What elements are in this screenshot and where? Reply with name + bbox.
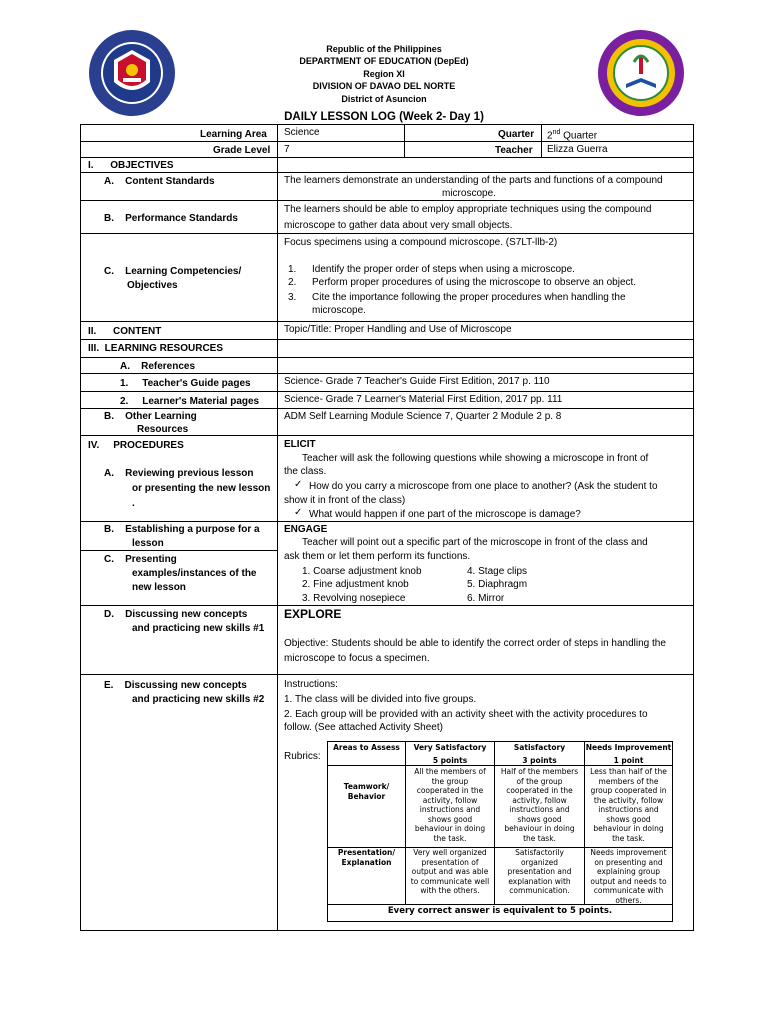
teacher-value: Elizza Guerra <box>547 144 608 155</box>
references-label: A. References <box>120 361 196 372</box>
microscope-part: 4. Stage clips <box>467 566 528 577</box>
procedure-a-label: A. Reviewing previous lesson <box>104 468 254 479</box>
teachers-guide-value: Science- Grade 7 Teacher's Guide First Edition, 2017 p. 110 <box>284 376 550 387</box>
procedure-c-label: C. Presenting <box>104 554 177 565</box>
objective-item-3-num: 3. <box>288 292 297 303</box>
objective-item-2: Perform proper procedures of using the microscope to observe an object. <box>312 277 637 288</box>
instructions-title: Instructions: <box>284 679 338 690</box>
explore-title: EXPLORE <box>284 607 342 621</box>
rubric-points: 1 point <box>613 756 644 765</box>
procedure-d-label: D. Discussing new concepts <box>104 609 248 620</box>
instruction-2: 2. Each group will be provided with an activity sheet with the activity procedures to <box>284 709 648 720</box>
engage-title: ENGAGE <box>284 524 328 535</box>
grade-level-label: Grade Level <box>213 145 271 156</box>
microscope-part: 5. Diaphragm <box>467 579 528 590</box>
rubric-cell: Less than half of the members of the group cooperated in the activity, follow instructions and shows good behaviour in doing the task. <box>590 767 667 843</box>
engage-line1: Teacher will point out a specific part of the microscope in front of the class and <box>302 537 648 548</box>
quarter-label: Quarter <box>498 129 535 140</box>
elicit-question1-cont: show it in front of the class) <box>284 495 406 506</box>
rubric-header: Very Satisfactory <box>413 743 487 752</box>
rubric-points: 3 points <box>522 756 557 765</box>
rubric-header: Satisfactory <box>513 743 566 752</box>
learners-material-label: 2. Learner's Material pages <box>120 396 260 407</box>
competencies-label-cont: Objectives <box>127 280 178 291</box>
objective-item-3-cont: microscope. <box>312 305 366 316</box>
rubric-cell: Half of the members of the group cooperated in the activity, follow instructions and shows good behaviour in doing the task. <box>500 767 579 843</box>
procedure-c-label-cont: examples/instances of the <box>132 568 257 579</box>
rubric-cell: Very well organized presentation of output and was able to communicate well with the others. <box>410 848 490 895</box>
microscope-part: 2. Fine adjustment knob <box>302 579 409 590</box>
procedure-a-label-dot: . <box>132 498 135 509</box>
header-district: District of Asuncion <box>341 94 427 104</box>
teacher-label: Teacher <box>495 145 533 156</box>
microscope-part: 6. Mirror <box>467 593 505 604</box>
procedure-e-label-cont: and practicing new skills #2 <box>132 694 265 705</box>
procedure-b-label: B. Establishing a purpose for a <box>104 524 260 535</box>
other-resources-value: ADM Self Learning Module Science 7, Quarter 2 Module 2 p. 8 <box>284 411 562 422</box>
performance-standards-line2: microscope to gather data about very small objects. <box>284 220 513 231</box>
rubric-area-presentation: Presentation/ Explanation <box>337 848 396 867</box>
header-region: Region XI <box>363 69 405 79</box>
rubric-cell: All the members of the group cooperated in the activity, follow instructions and shows good behaviour in doing the task. <box>414 767 486 843</box>
explore-objective-line1: Objective: Students should be able to identify the correct order of steps in handling the <box>284 638 666 649</box>
procedure-a-label-cont: or presenting the new lesson <box>132 483 271 494</box>
procedure-d-label-cont: and practicing new skills #1 <box>132 623 265 634</box>
header-division: DIVISION OF DAVAO DEL NORTE <box>312 81 456 91</box>
learning-area-label: Learning Area <box>200 129 267 140</box>
check-icon: ✓ <box>294 479 303 490</box>
header-republic: Republic of the Philippines <box>326 44 442 54</box>
performance-standards-line1: The learners should be able to employ appropriate techniques using the compound <box>284 204 652 215</box>
objectives-heading: I. OBJECTIVES <box>88 160 174 171</box>
rubric-area-teamwork: Teamwork/ Behavior <box>343 782 390 801</box>
content-standards-label: A. Content Standards <box>104 176 215 187</box>
grade-level-value: 7 <box>284 144 290 155</box>
teachers-guide-label: 1. Teacher's Guide pages <box>120 378 251 389</box>
rubric-points: 5 points <box>432 756 468 765</box>
procedure-b-label-cont: lesson <box>132 538 164 549</box>
competencies-label: C. Learning Competencies/ <box>104 266 242 277</box>
rubric-footer: Every correct answer is equivalent to 5 points. <box>387 906 613 916</box>
elicit-line2: the class. <box>284 466 327 477</box>
procedures-heading: IV. PROCEDURES <box>88 440 184 451</box>
explore-objective-line2: microscope to focus a specimen. <box>284 653 430 664</box>
procedure-e-label: E. Discussing new concepts <box>104 680 247 691</box>
content-standards-line1: The learners demonstrate an understanding of the parts and functions of a compound <box>284 175 663 186</box>
elicit-question1: How do you carry a microscope from one place to another? (Ask the student to <box>309 481 658 492</box>
objective-item-3: Cite the importance following the proper procedures when handling the <box>312 292 626 303</box>
procedure-c-label-cont2: new lesson <box>132 582 186 593</box>
learners-material-value: Science- Grade 7 Learner's Material First Edition, 2017 pp. 111 <box>284 394 563 405</box>
objective-item-2-num: 2. <box>288 277 297 288</box>
competencies-focus: Focus specimens using a compound microscope. (S7LT-llb-2) <box>284 237 558 248</box>
learning-area-value: Science <box>284 127 320 138</box>
quarter-value: 2nd Quarter <box>547 129 598 142</box>
rubric-cell: Needs improvement on presenting and explaining group output and needs to communicate with others. <box>590 848 667 905</box>
rubric-header: Needs Improvement <box>585 743 672 752</box>
engage-line2: ask them or let them perform its functions. <box>284 551 471 562</box>
content-standards-line2: microscope. <box>442 188 496 199</box>
other-resources-label: B. Other Learning <box>104 411 197 422</box>
elicit-line1: Teacher will ask the following questions while showing a microscope in front of <box>302 453 649 464</box>
microscope-part: 3. Revolving nosepiece <box>302 593 406 604</box>
content-heading: II. CONTENT <box>88 326 162 337</box>
instruction-2-cont: follow. (See attached Activity Sheet) <box>284 722 443 733</box>
header-department: DEPARTMENT OF EDUCATION (DepEd) <box>299 56 469 66</box>
resources-heading: III. LEARNING RESOURCES <box>88 343 224 354</box>
content-topic: Topic/Title: Proper Handling and Use of Microscope <box>284 324 512 335</box>
page-title: DAILY LESSON LOG (Week 2- Day 1) <box>284 111 484 123</box>
rubric-header: Areas to Assess <box>333 743 400 752</box>
microscope-part: 1. Coarse adjustment knob <box>302 566 422 577</box>
elicit-title: ELICIT <box>284 439 316 450</box>
objective-item-1: Identify the proper order of steps when using a microscope. <box>312 264 575 275</box>
other-resources-label-cont: Resources <box>137 424 189 435</box>
elicit-question2: What would happen if one part of the microscope is damage? <box>309 509 581 520</box>
objective-item-1-num: 1. <box>288 264 297 275</box>
performance-standards-label: B. Performance Standards <box>104 213 238 224</box>
instruction-1: 1. The class will be divided into five groups. <box>284 694 477 705</box>
rubrics-label: Rubrics: <box>284 751 321 762</box>
check-icon: ✓ <box>294 507 303 518</box>
rubric-cell: Satisfactorily organized presentation and explanation with communication. <box>507 848 572 895</box>
